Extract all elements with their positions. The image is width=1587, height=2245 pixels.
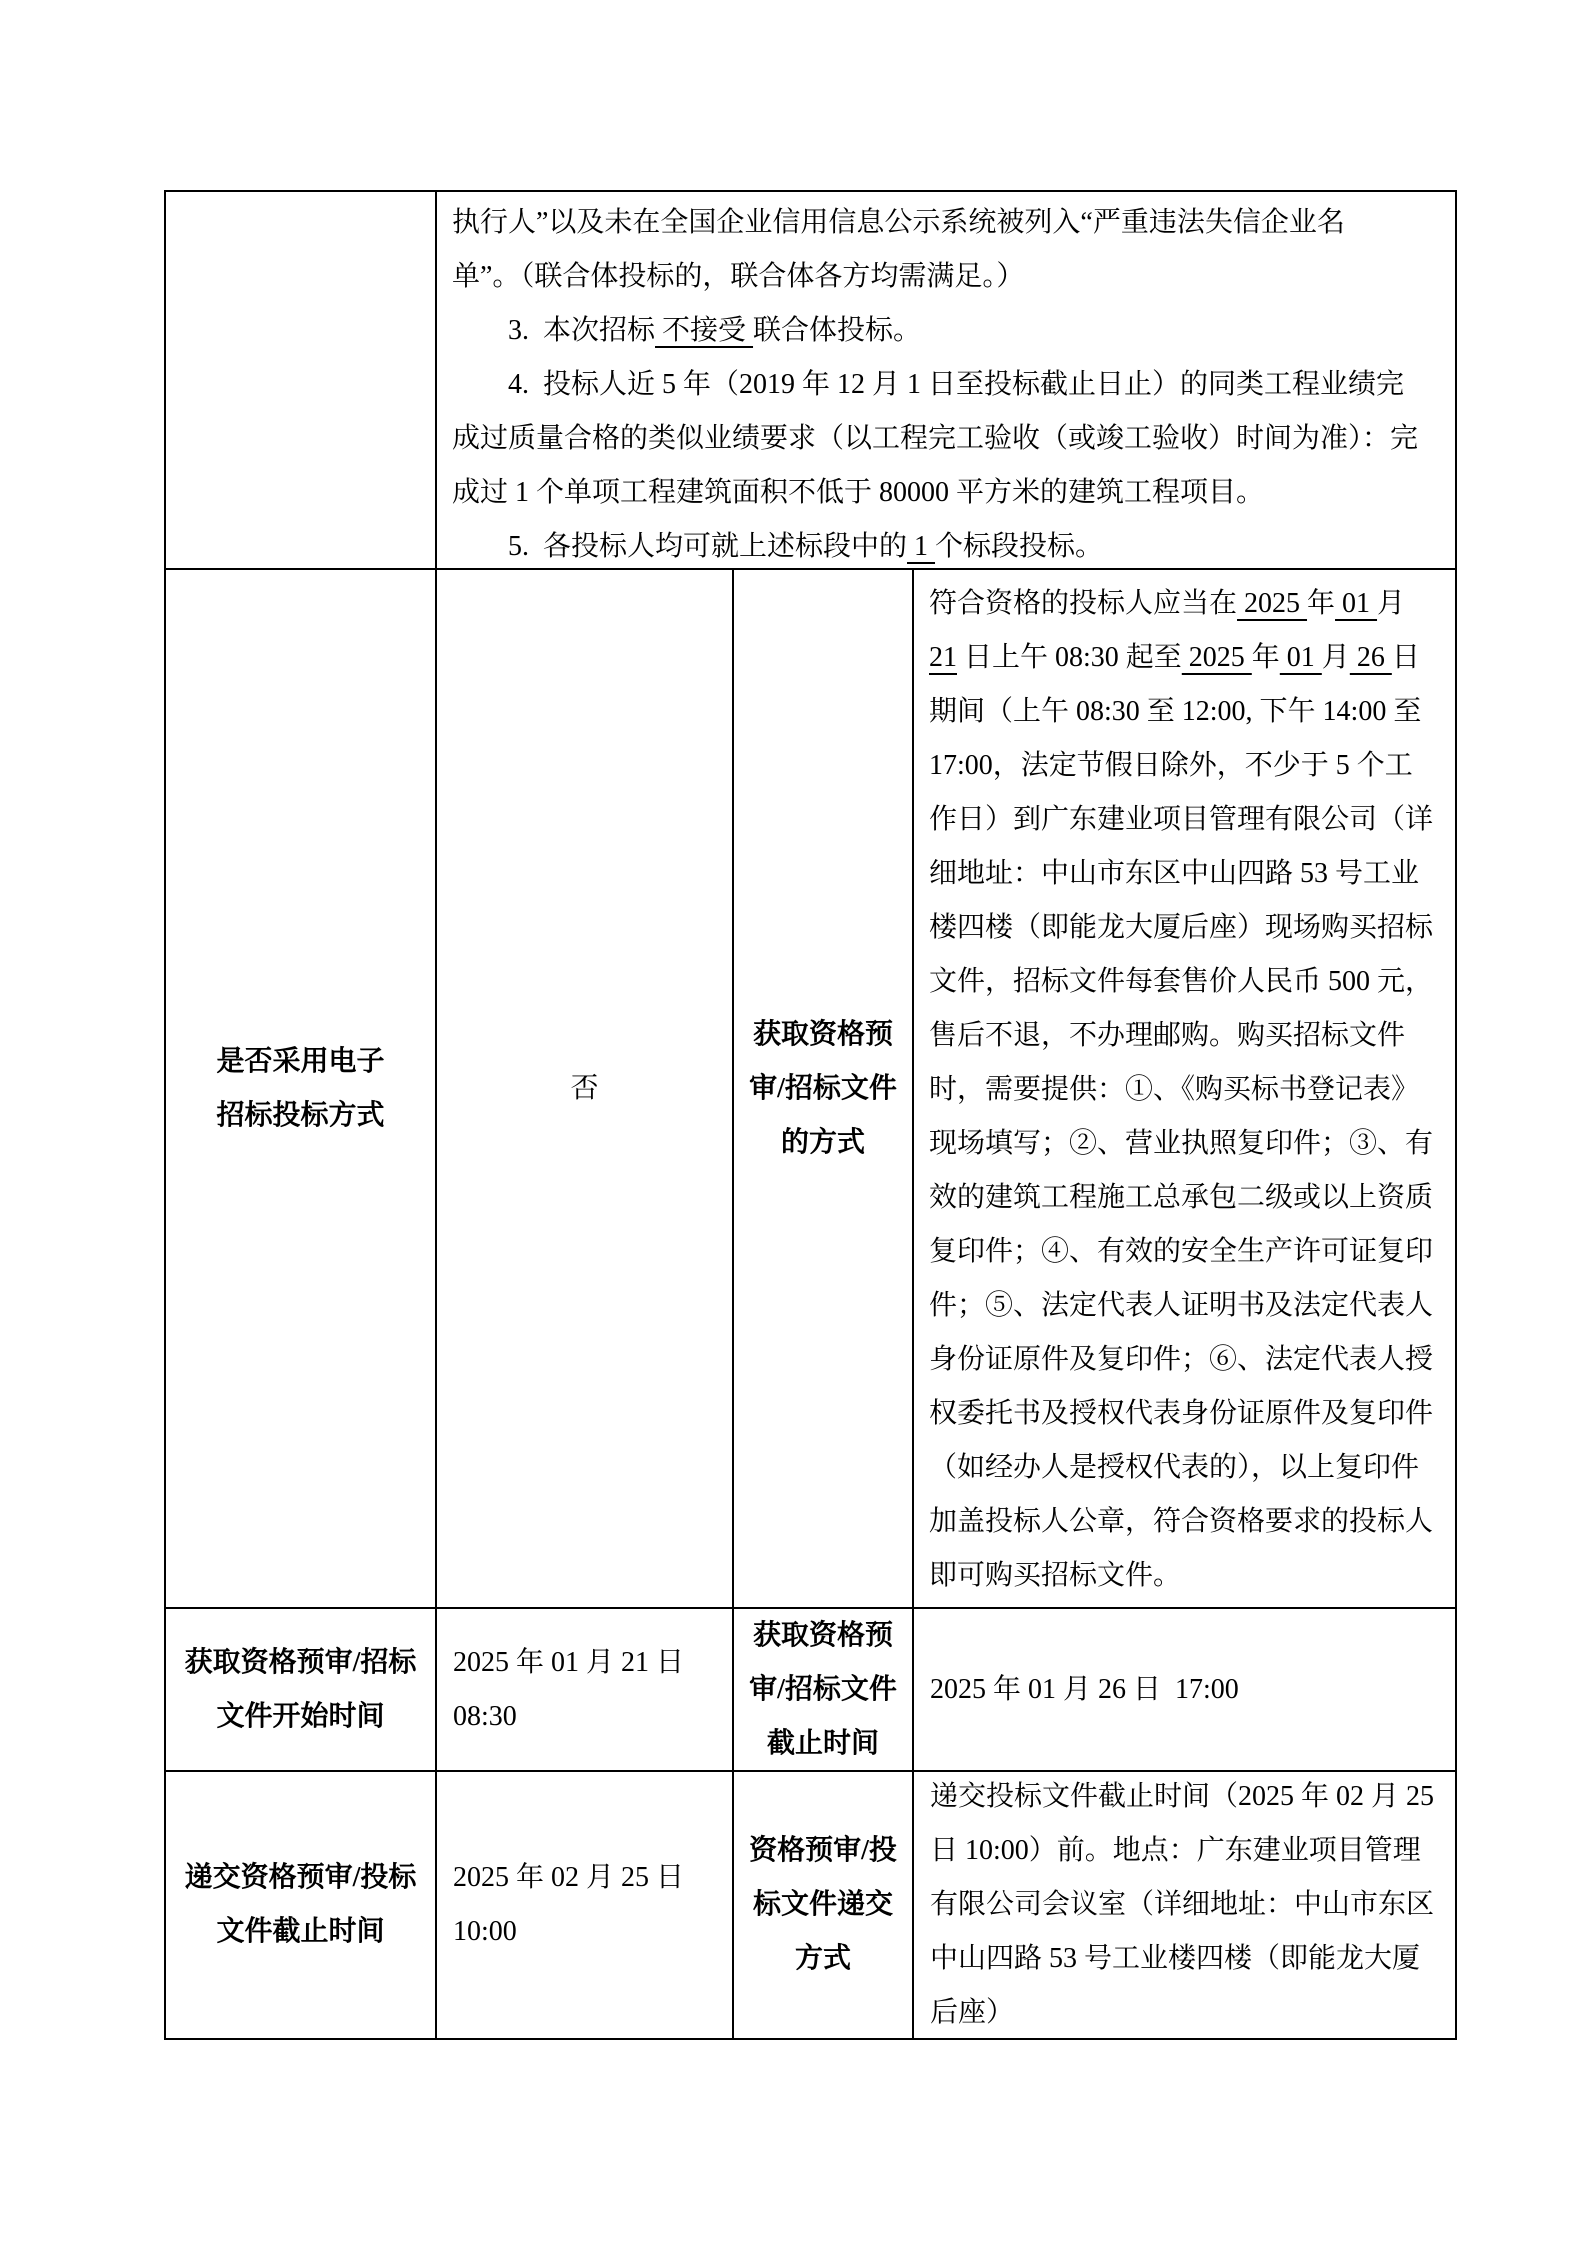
table-row-obtain-time [166, 1609, 1457, 1772]
text-line: 10:00 [453, 1916, 517, 1947]
submission-deadline-label-cell [166, 1772, 437, 2040]
text-line: 复印件；④、有效的安全生产许可证复印 [929, 1236, 1434, 1267]
text-line: 日 10:00）前。地点：广东建业项目管理 [930, 1835, 1421, 1866]
table-row-requirements [166, 192, 1457, 570]
text-line: 标文件递交 [752, 1889, 893, 1920]
obtain-start-time-label-cell [166, 1609, 437, 1772]
text-line: 否 [570, 1072, 599, 1104]
text-line: 2025 年 01 月 21 日 [453, 1646, 685, 1678]
text-line: 2025 年 01 月 26 日 17:00 [930, 1673, 1239, 1705]
text-line: 期间（上午 08:30 至 12:00, 下午 14:00 至 [929, 696, 1422, 727]
text-line: 是否采用电子 [216, 1045, 385, 1077]
text-line: 08:30 [453, 1700, 517, 1732]
text-line: 资格预审/投 [749, 1835, 897, 1866]
submission-deadline-value-cell [437, 1772, 734, 2040]
text-line: 效的建筑工程施工总承包二级或以上资质 [929, 1182, 1434, 1213]
submission-method-label-cell [734, 1772, 914, 2040]
text-line: 细地址：中山市东区中山四路 53 号工业 [929, 858, 1420, 889]
obtain-deadline-value-cell [914, 1609, 1457, 1772]
obtain-documents-method-content-cell [914, 570, 1457, 1609]
text-line: 时，需要提供：①、《购买标书登记表》 [929, 1074, 1420, 1105]
text-line: 获取资格预审/招标 [184, 1646, 417, 1678]
text-line: 身份证原件及复印件；⑥、法定代表人授 [929, 1344, 1434, 1375]
submission-method-content-cell [914, 1772, 1457, 2040]
text-line: 招标投标方式 [216, 1099, 385, 1131]
text-line: 中山四路 53 号工业楼四楼（即能龙大厦 [930, 1943, 1421, 1974]
text-line: 执行人”以及未在全国企业信用信息公示系统被列入“严重违法失信企业名 [452, 207, 1345, 238]
electronic-bidding-value-cell [437, 570, 734, 1609]
text-line: 单”。（联合体投标的，联合体各方均需满足。） [452, 261, 1025, 292]
text-line: 21 日上午 08:30 起至 2025 年 01 月 26 日 [929, 642, 1420, 673]
text-line: 成过质量合格的类似业绩要求（以工程完工验收（或竣工验收）时间为准）：完 [452, 423, 1419, 454]
table-row-electronic-bidding [166, 570, 1457, 1609]
tender-info-table [164, 190, 1457, 2040]
text-line: 的方式 [780, 1126, 865, 1158]
text-line: 5. 各投标人均可就上述标段中的 1 个标段投标。 [508, 531, 1104, 562]
text-line: 加盖投标人公章，符合资格要求的投标人 [929, 1506, 1434, 1537]
electronic-bidding-label-cell [166, 570, 437, 1609]
text-line: 获取资格预 [752, 1619, 893, 1651]
text-line: （如经办人是授权代表的），以上复印件 [929, 1452, 1420, 1483]
text-line: 审/招标文件 [749, 1072, 897, 1104]
obtain-deadline-label-cell [734, 1609, 914, 1772]
text-line: 获取资格预 [752, 1018, 893, 1050]
text-line: 文件开始时间 [216, 1700, 385, 1732]
text-line: 即可购买招标文件。 [929, 1560, 1182, 1591]
text-line: 售后不退，不办理邮购。购买招标文件 [929, 1020, 1406, 1051]
text-line: 成过 1 个单项工程建筑面积不低于 80000 平方米的建筑工程项目。 [452, 477, 1265, 508]
obtain-start-time-value-cell [437, 1609, 734, 1772]
text-line: 符合资格的投标人应当在 2025 年 01 月 [929, 588, 1406, 619]
text-line: 递交资格预审/投标 [184, 1862, 417, 1893]
row1-left-empty-cell [166, 192, 437, 570]
text-line: 有限公司会议室（详细地址：中山市东区 [930, 1889, 1435, 1920]
text-line: 2025 年 02 月 25 日 [453, 1862, 685, 1893]
text-line: 截止时间 [766, 1727, 879, 1759]
text-line: 4. 投标人近 5 年（2019 年 12 月 1 日至投标截止日止）的同类工程业绩完 [508, 369, 1405, 400]
text-line: 17:00，法定节假日除外，不少于 5 个工 [929, 750, 1413, 781]
text-line: 作日）到广东建业项目管理有限公司（详 [929, 804, 1434, 835]
text-line: 后座） [930, 1997, 1015, 2028]
text-line: 方式 [794, 1943, 851, 1974]
text-line: 递交投标文件截止时间（2025 年 02 月 25 [930, 1781, 1435, 1812]
text-line: 文件，招标文件每套售价人民币 500 元， [929, 966, 1434, 997]
qualification-requirements-cell [437, 192, 1457, 570]
table-row-submission [166, 1772, 1457, 2040]
text-line: 审/招标文件 [749, 1673, 897, 1705]
text-line: 现场填写；②、营业执照复印件；③、有 [929, 1128, 1434, 1159]
text-line: 文件截止时间 [216, 1916, 385, 1947]
text-line: 3. 本次招标 不接受 联合体投标。 [508, 315, 922, 346]
text-line: 楼四楼（即能龙大厦后座）现场购买招标 [929, 912, 1434, 943]
text-line: 权委托书及授权代表身份证原件及复印件 [929, 1398, 1434, 1429]
obtain-documents-method-label-cell [734, 570, 914, 1609]
text-line: 件；⑤、法定代表人证明书及法定代表人 [929, 1290, 1434, 1321]
